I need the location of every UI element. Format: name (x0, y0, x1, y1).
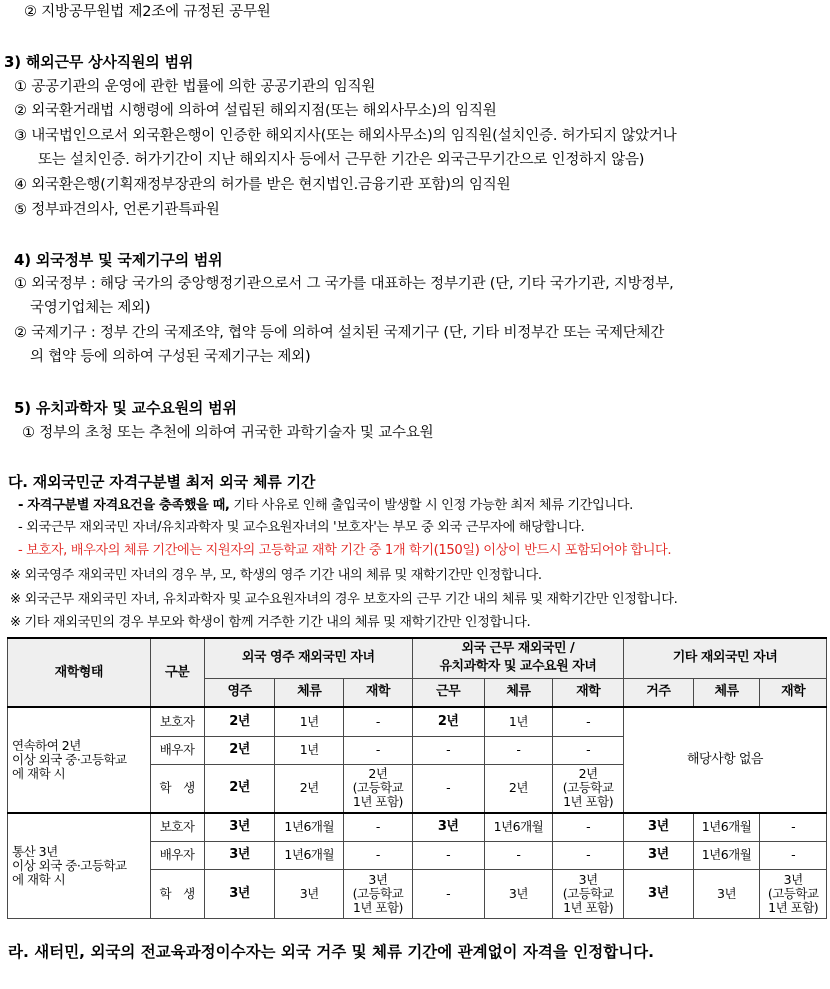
table-cell: 3년 (204, 841, 275, 869)
header-group-other: 기타 재외국민 자녀 (624, 638, 827, 678)
item-3-1: ① 공공기관의 운영에 관한 법률에 의한 공공기관의 임직원 (14, 79, 376, 95)
table-cell: - (412, 736, 484, 764)
table-cell: 3년 (693, 869, 760, 918)
item-4-2-b: 의 협약 등에 의하여 구성된 국제기구는 제외) (30, 349, 311, 365)
table-cell: 3년 (624, 813, 694, 841)
subheader: 체류 (275, 678, 344, 707)
table-cell: 배우자 (150, 841, 204, 869)
table-cell: 1년6개월 (693, 841, 760, 869)
table-cell: 2년 (484, 764, 553, 813)
section-5-heading: 5) 유치과학자 및 교수요원의 범위 (14, 399, 237, 417)
item-3-4: ④ 외국환은행(기획재정부장관의 허가를 받은 현지법인.금융기관 포함)의 임직원 (14, 177, 511, 193)
subheader: 체류 (484, 678, 553, 707)
note-6: ※ 기타 재외국민의 경우 부모와 학생이 함께 거주한 기간 내의 체류 및 재학기간만 인정합니다. (10, 615, 531, 630)
table-cell: - (553, 813, 624, 841)
table-cell: 2년 (204, 764, 275, 813)
table-cell: 1년6개월 (484, 813, 553, 841)
header-type: 구분 (150, 638, 204, 707)
table-cell: 보호자 (150, 813, 204, 841)
item-local-official: ② 지방공무원법 제2조에 규정된 공무원 (24, 4, 271, 20)
label-line: 에 재학 시 (12, 766, 66, 781)
subheader: 거주 (624, 678, 694, 707)
table-cell: - (412, 841, 484, 869)
table-cell: - (412, 764, 484, 813)
table-cell: - (760, 841, 827, 869)
label-line: 연속하여 2년 (12, 738, 81, 753)
table-cell: 1년6개월 (693, 813, 760, 841)
note-2: - 외국근무 재외국민 자녀/유치과학자 및 교수요원자녀의 '보호자'는 부모 중 외국 근무자에 해당합니다. (18, 520, 585, 535)
table-cell: 2년 (275, 764, 344, 813)
subheader: 재학 (344, 678, 413, 707)
table-cell: 3년 (484, 869, 553, 918)
subheader: 영주 (204, 678, 275, 707)
table-cell: 배우자 (150, 736, 204, 764)
table-cell: 3년 (624, 869, 694, 918)
table-cell: 1년6개월 (275, 841, 344, 869)
not-applicable-cell: 해당사항 없음 (624, 707, 827, 813)
table-cell: 3년 (624, 841, 694, 869)
table-cell: 1년 (275, 736, 344, 764)
subheader: 체류 (693, 678, 760, 707)
note-4: ※ 외국영주 재외국민 자녀의 경우 부, 모, 학생의 영주 기간 내의 체류 및 재학기간만 인정합니다. (10, 568, 542, 583)
table-cell: 3년 (412, 813, 484, 841)
section-ra-heading: 라. 새터민, 외국의 전교육과정이수자는 외국 거주 및 체류 기간에 관계없이 자격을 인정합니다. (8, 943, 654, 961)
note-5: ※ 외국근무 재외국민 자녀, 유치과학자 및 교수요원자녀의 경우 보호자의 근무 기간 내의 체류 및 재학기간만 인정합니다. (10, 592, 678, 607)
label-line: 에 재학 시 (12, 871, 66, 887)
section-4-heading: 4) 외국정부 및 국제기구의 범위 (14, 251, 223, 269)
item-5-1: ① 정부의 초청 또는 추천에 의하여 귀국한 과학기술자 및 교수요원 (22, 425, 434, 441)
table-cell: 3년 (고등학교 1년 포함) (344, 869, 413, 918)
table-cell: 3년 (고등학교 1년 포함) (553, 869, 624, 918)
table-cell: 2년 (412, 707, 484, 736)
label-line: 이상 외국 중·고등학교 (12, 857, 127, 873)
table-cell: - (553, 707, 624, 736)
table-cell: 1년6개월 (275, 813, 344, 841)
item-3-2: ② 외국환거래법 시행령에 의하여 설립된 해외지점(또는 해외사무소)의 임직원 (14, 103, 497, 119)
table-cell: - (344, 707, 413, 736)
subheader: 근무 (412, 678, 484, 707)
header-group-permanent: 외국 영주 재외국민 자녀 (204, 638, 412, 678)
label-line: 이상 외국 중·고등학교 (12, 752, 127, 767)
section-da-heading: 다. 재외국민군 자격구분별 최저 외국 체류 기간 (8, 473, 316, 491)
table-cell: - (553, 736, 624, 764)
label-line: 통산 3년 (12, 843, 58, 859)
item-3-5: ⑤ 정부파견의사, 언론기관특파원 (14, 202, 220, 218)
note-1-bold: - 자격구분별 자격요건을 충족했을 때, (18, 498, 230, 513)
row-group-label (8, 813, 151, 918)
item-3-3-b: 또는 설치인증. 허가기간이 지난 해외지사 등에서 근무한 기간은 외국근무기간으로 인정하지 않음) (38, 152, 645, 168)
table-cell: - (760, 813, 827, 841)
note-3-red: - 보호자, 배우자의 체류 기간에는 지원자의 고등학교 재학 기간 중 1개 학기(150일) 이상이 반드시 포함되어야 합니다. (18, 543, 672, 558)
subheader: 재학 (553, 678, 624, 707)
residency-table (7, 637, 827, 919)
item-3-3-a: ③ 내국법인으로서 외국환은행이 인증한 해외지사(또는 해외사무소)의 임직원(설치인증. 허가되지 않았거나 (14, 128, 677, 144)
item-4-1-a: ① 외국정부 : 해당 국가의 중앙행정기관으로서 그 국가를 대표하는 정부기관 (단, 기타 국가기관, 지방정부, (14, 276, 674, 292)
table-cell: 3년 (204, 813, 275, 841)
table-cell: 2년 (고등학교 1년 포함) (553, 764, 624, 813)
row-group-label (8, 707, 151, 813)
item-4-1-b: 국영기업체는 제외) (30, 300, 151, 316)
table-cell: 학 생 (150, 764, 204, 813)
item-4-2-a: ② 국제기구 : 정부 간의 국제조약, 협약 등에 의하여 설치된 국제기구 (단, 기타 비정부간 또는 국제단체간 (14, 325, 665, 341)
note-1 (18, 496, 633, 516)
subheader: 재학 (760, 678, 827, 707)
table-cell: 보호자 (150, 707, 204, 736)
header-group-work (412, 638, 623, 678)
header-school: 재학형태 (8, 638, 151, 707)
table-cell: 2년 (204, 736, 275, 764)
header-group-work-line2: 유치과학자 및 교수요원 자녀 (439, 659, 597, 675)
table-cell: 3년 (204, 869, 275, 918)
header-group-work-line1: 외국 근무 재외국민 / (461, 641, 575, 657)
table-cell: - (484, 841, 553, 869)
table-cell: 1년 (484, 707, 553, 736)
section-3-heading: 3) 해외근무 상사직원의 범위 (4, 53, 194, 71)
table-cell: - (484, 736, 553, 764)
table-cell: 1년 (275, 707, 344, 736)
table-cell: - (553, 841, 624, 869)
table-cell: - (412, 869, 484, 918)
table-cell: - (344, 841, 413, 869)
note-1-rest: 기타 사유로 인해 출입국이 발생할 시 인정 가능한 최저 체류 기간입니다. (229, 498, 633, 513)
table-cell: 학 생 (150, 869, 204, 918)
table-cell: 2년 (204, 707, 275, 736)
table-cell: 3년 (275, 869, 344, 918)
table-cell: - (344, 736, 413, 764)
table-cell: - (344, 813, 413, 841)
table-cell: 3년 (고등학교 1년 포함) (760, 869, 827, 918)
table-cell: 2년 (고등학교 1년 포함) (344, 764, 413, 813)
